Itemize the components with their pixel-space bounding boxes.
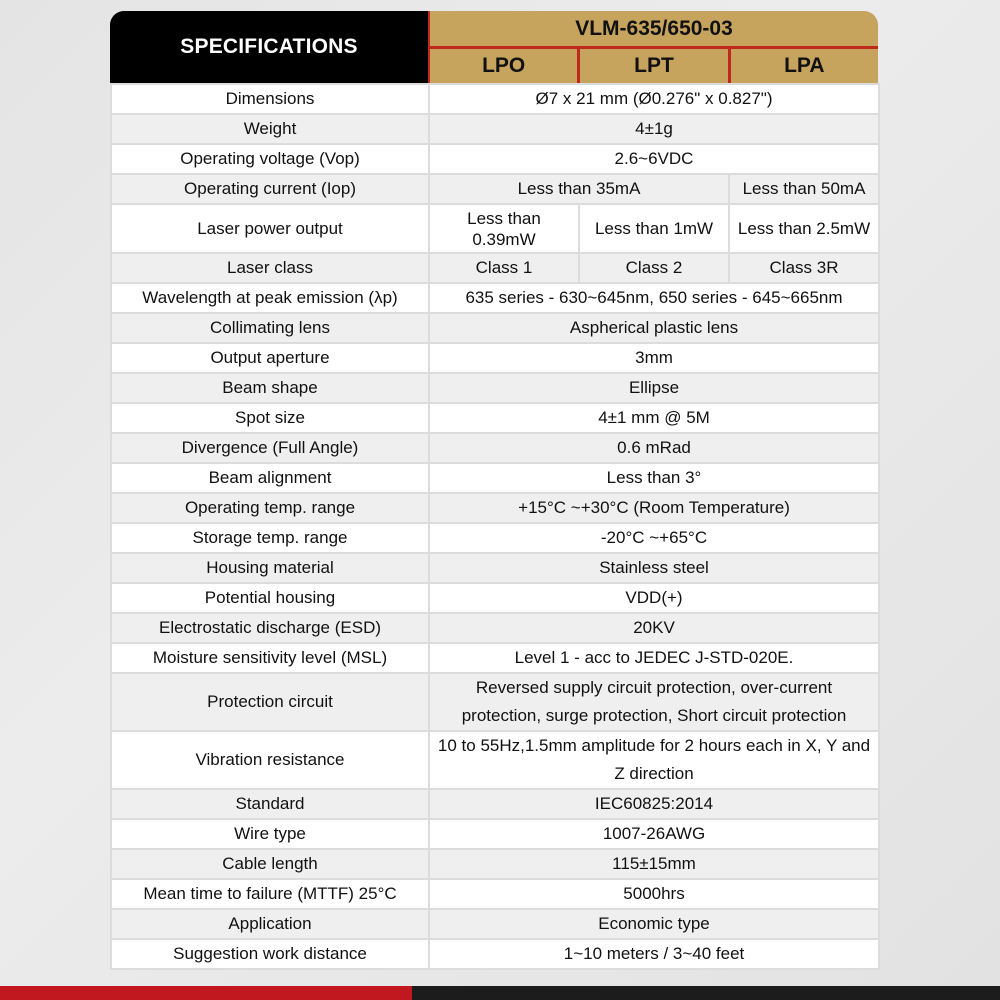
table-row [111,523,879,553]
table-row [111,613,879,643]
table-row [111,114,879,144]
bottom-color-bar [0,986,1000,1000]
row-value: Aspherical plastic lens [429,313,879,343]
variant-lpa: LPA [728,49,878,83]
row-value: 10 to 55Hz,1.5mm amplitude for 2 hours each in X, Y and Z direction [429,731,879,789]
table-row [111,283,879,313]
table-row [111,909,879,939]
row-label: Potential housing [111,583,429,613]
table-row [111,819,879,849]
row-label: Cable length [111,849,429,879]
bottom-bar-red [0,986,412,1000]
row-value: VDD(+) [429,583,879,613]
row-label: Operating voltage (Vop) [111,144,429,174]
table-row [111,879,879,909]
row-value: 4±1 mm @ 5M [429,403,879,433]
row-label: Beam shape [111,373,429,403]
table-row [111,204,879,253]
table-row [111,373,879,403]
row-label: Output aperture [111,343,429,373]
row-label: Weight [111,114,429,144]
row-label: Wavelength at peak emission (λp) [111,283,429,313]
row-value: Ø7 x 21 mm (Ø0.276" x 0.827") [429,84,879,114]
spec-table [110,83,880,970]
row-label: Operating temp. range [111,493,429,523]
row-label: Vibration resistance [111,731,429,789]
bottom-bar-dark [412,986,1000,1000]
table-row [111,84,879,114]
row-value: 1007-26AWG [429,819,879,849]
row-label: Protection circuit [111,673,429,731]
table-row [111,673,879,731]
table-row [111,343,879,373]
table-row [111,731,879,789]
row-value: Economic type [429,909,879,939]
table-row [111,849,879,879]
table-row [111,403,879,433]
table-row [111,493,879,523]
row-label: Mean time to failure (MTTF) 25°C [111,879,429,909]
row-label: Collimating lens [111,313,429,343]
table-row [111,174,879,204]
table-row [111,643,879,673]
table-row [111,253,879,283]
table-row [111,583,879,613]
row-label: Operating current (Iop) [111,174,429,204]
row-value: Less than 50mA [729,174,879,204]
table-row [111,144,879,174]
row-value: 1~10 meters / 3~40 feet [429,939,879,969]
row-value: Less than 1mW [579,204,729,253]
table-row [111,939,879,969]
row-value: Ellipse [429,373,879,403]
row-label: Laser power output [111,204,429,253]
table-row [111,313,879,343]
row-label: Wire type [111,819,429,849]
variant-lpt: LPT [577,49,727,83]
row-label: Storage temp. range [111,523,429,553]
table-row [111,433,879,463]
row-value: Less than 3° [429,463,879,493]
row-label: Application [111,909,429,939]
specifications-title: SPECIFICATIONS [110,11,428,83]
row-value: Stainless steel [429,553,879,583]
row-value: -20°C ~+65°C [429,523,879,553]
row-value: 20KV [429,613,879,643]
table-row [111,789,879,819]
row-value: Less than 35mA [429,174,729,204]
row-label: Beam alignment [111,463,429,493]
row-label: Standard [111,789,429,819]
row-value: 0.6 mRad [429,433,879,463]
model-header [428,11,878,83]
row-value: 115±15mm [429,849,879,879]
row-value: Class 2 [579,253,729,283]
variant-headers [430,49,878,83]
table-row [111,553,879,583]
row-value: 3mm [429,343,879,373]
row-label: Moisture sensitivity level (MSL) [111,643,429,673]
row-value: Level 1 - acc to JEDEC J-STD-020E. [429,643,879,673]
row-value: Class 3R [729,253,879,283]
row-value: IEC60825:2014 [429,789,879,819]
row-value: 635 series - 630~645nm, 650 series - 645~665nm [429,283,879,313]
table-row [111,463,879,493]
model-name: VLM-635/650-03 [430,11,878,49]
row-label: Laser class [111,253,429,283]
row-value: 4±1g [429,114,879,144]
row-value: Class 1 [429,253,579,283]
row-value: Reversed supply circuit protection, over-current protection, surge protection, Short circuit protection [429,673,879,731]
row-label: Electrostatic discharge (ESD) [111,613,429,643]
row-label: Spot size [111,403,429,433]
row-label: Divergence (Full Angle) [111,433,429,463]
table-header [110,11,878,83]
row-label: Suggestion work distance [111,939,429,969]
row-value: Less than 0.39mW [429,204,579,253]
spec-sheet [110,11,878,970]
row-value: +15°C ~+30°C (Room Temperature) [429,493,879,523]
variant-lpo: LPO [482,54,526,77]
row-value: 2.6~6VDC [429,144,879,174]
row-value: 5000hrs [429,879,879,909]
row-label: Dimensions [111,84,429,114]
row-label: Housing material [111,553,429,583]
row-value: Less than 2.5mW [729,204,879,253]
